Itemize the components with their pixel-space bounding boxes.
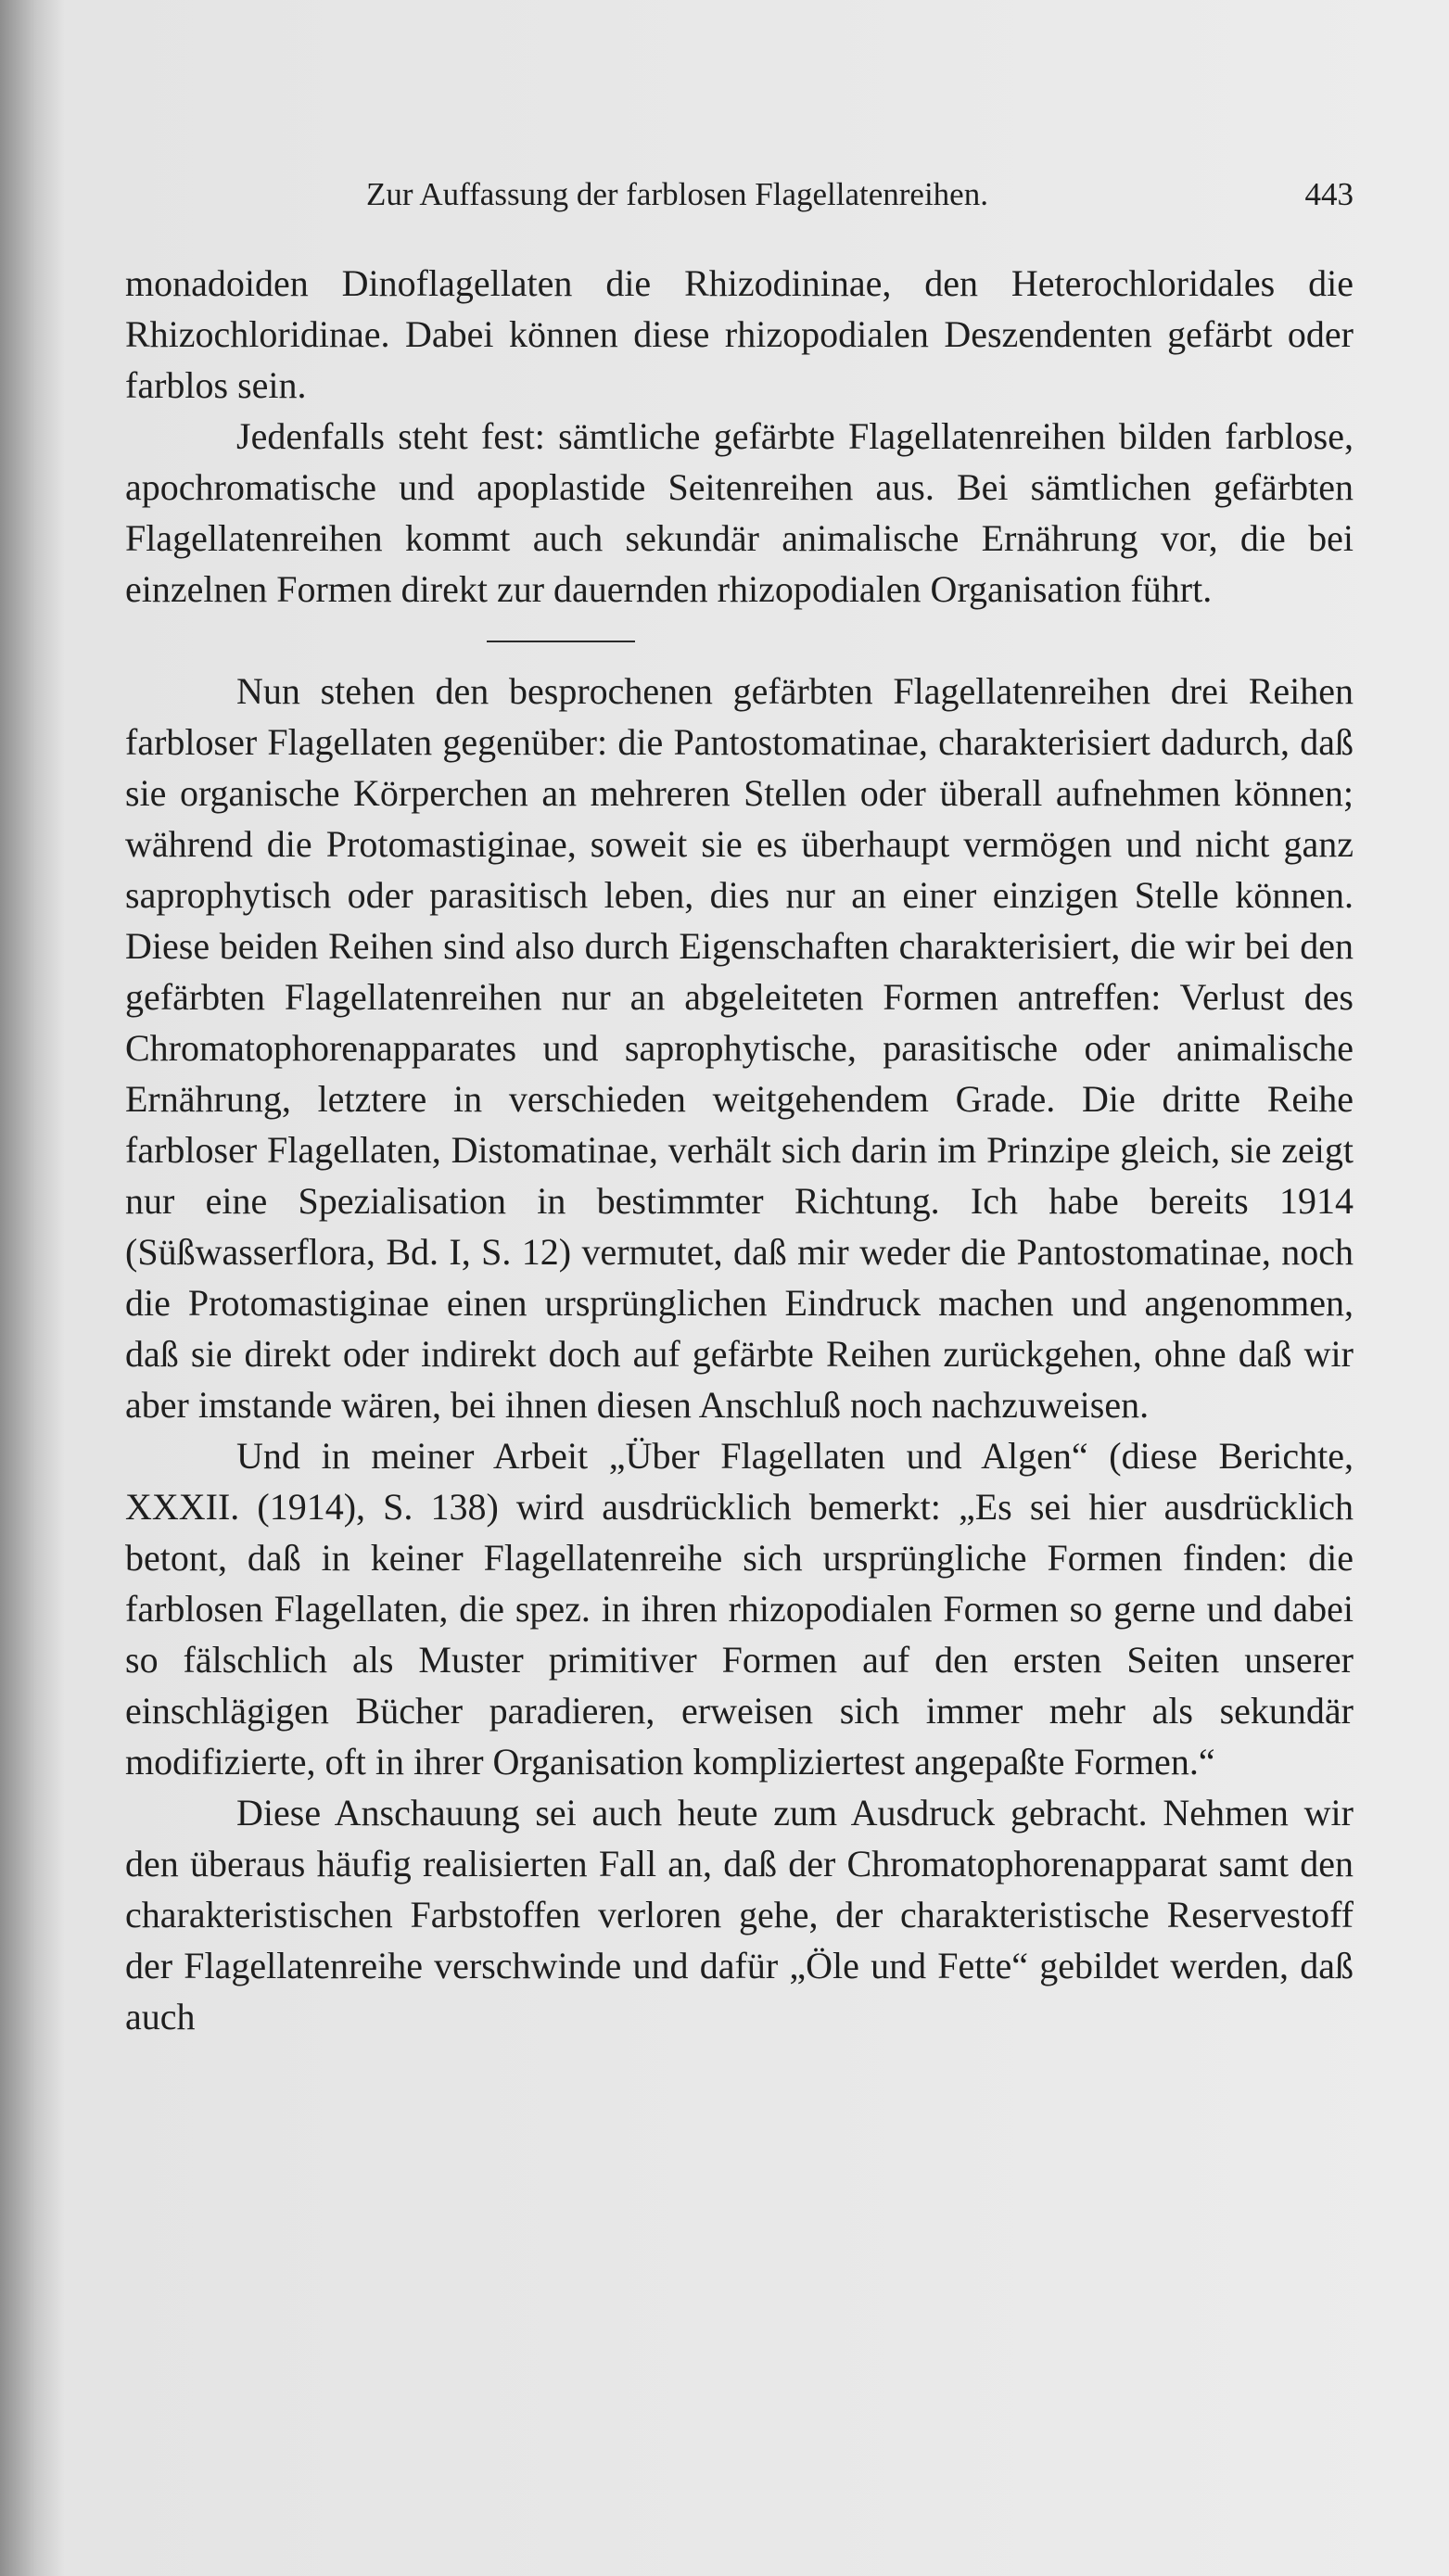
page-number: 443 — [1304, 176, 1354, 212]
page-header — [366, 176, 1367, 222]
running-title: Zur Auffassung der farblosen Flagellatenreihen. — [366, 176, 988, 212]
body-text — [125, 258, 1354, 2042]
divider-rule — [487, 641, 635, 642]
paragraph-2: Jedenfalls steht fest: sämtliche gefärbte Flagellatenreihen bilden farblose, apochromatische und apoplastide Seitenreihen aus. Bei sämtlichen gefärbten Flagellatenreihen kommt auch sekundär animalische Ernährung vor, die bei einzelnen Formen direkt zur dauernden rhizopodialen Organisation führt. — [125, 415, 1354, 610]
paragraph-3: Nun stehen den besprochenen gefärbten Flagellatenreihen drei Reihen farbloser Flagellaten gegenüber: die Pantostomatinae, charakterisiert dadurch, daß sie organische Körperchen an mehreren Stellen oder überall aufnehmen können; während die Protomastiginae, soweit sie es überhaupt vermögen und nicht ganz saprophytisch oder parasitisch leben, dies nur an einer einzigen Stelle können. Diese beiden Reihen sind also durch Eigenschaften charakterisiert, die wir bei den gefärbten Flagellatenreihen nur an abgeleiteten Formen antreffen: Verlust des Chromatophorenapparates und saprophytische, parasitische oder animalische Ernährung, letztere in verschieden weitgehendem Grade. Die dritte Reihe farbloser Flagellaten, Distomatinae, verhält sich darin im Prinzipe gleich, sie zeigt nur eine Spezialisation in bestimmter Richtung. Ich habe bereits 1914 (Süßwasserflora, Bd. I, S. 12) vermutet, daß mir weder die Pantostomatinae, noch die Protomastiginae einen ursprünglichen Eindruck machen und angenommen, daß sie direkt oder indirekt doch auf gefärbte Reihen zurückgehen, ohne daß wir aber imstande wären, bei ihnen diesen Anschluß noch nachzuweisen. — [125, 670, 1354, 1426]
paragraph-1: monadoiden Dinoflagellaten die Rhizodininae, den Heterochloridales die Rhizochloridinae. Dabei können diese rhizopodialen Deszendenten gefärbt oder farblos sein. — [125, 262, 1354, 406]
paragraph-4: Und in meiner Arbeit „Über Flagellaten und Algen“ (diese Berichte, XXXII. (1914), S. 138) wird ausdrücklich bemerkt: „Es sei hier ausdrücklich betont, daß in keiner Flagellatenreihe sich ursprüngliche Formen finden: die farblosen Flagellaten, die spez. in ihren rhizopodialen Formen so gerne und dabei so fälschlich als Muster primitiver Formen auf den ersten Seiten unserer einschlägigen Bücher paradieren, erweisen sich immer mehr als sekundär modifizierte, oft in ihrer Organisation kompliziertest angepaßte Formen.“ — [125, 1435, 1354, 1783]
paragraph-5: Diese Anschauung sei auch heute zum Ausdruck gebracht. Nehmen wir den überaus häufig realisierten Fall an, daß der Chromatophorenapparat samt den charakteristischen Farbstoffen verloren gehe, der charakteristische Reservestoff der Flagellatenreihe verschwinde und dafür „Öle und Fette“ gebildet werden, daß auch — [125, 1792, 1354, 2037]
section-divider — [125, 615, 1354, 666]
